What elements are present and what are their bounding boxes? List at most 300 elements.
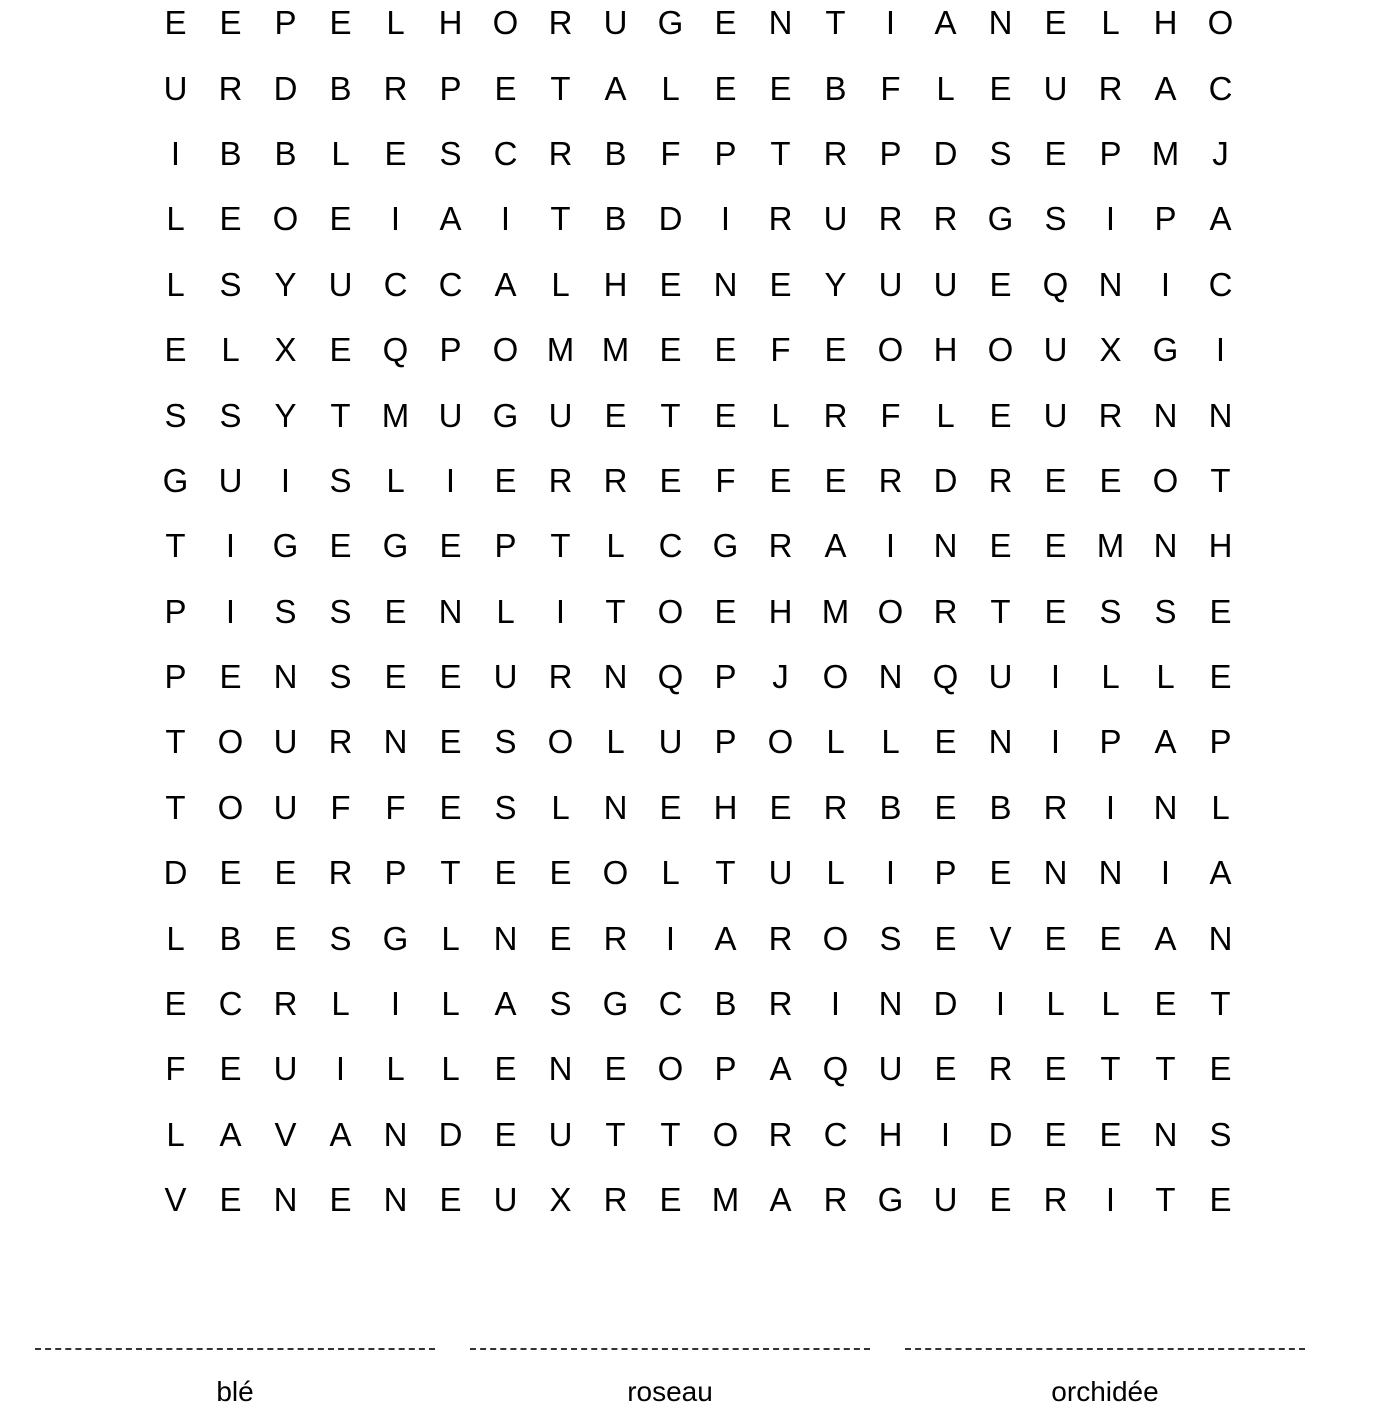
grid-letter: R [823, 788, 848, 826]
grid-letter: L [166, 919, 185, 957]
grid-letter: R [823, 1181, 848, 1219]
grid-letter: U [438, 396, 463, 434]
grid-letter: L [441, 1050, 460, 1088]
grid-letter: L [166, 1115, 185, 1153]
grid-letter: N [878, 658, 903, 696]
grid-letter: S [1044, 200, 1067, 238]
grid-letter: R [768, 985, 793, 1023]
grid-letter: B [604, 200, 627, 238]
grid-letter: U [163, 69, 188, 107]
grid-letter: L [826, 854, 845, 892]
grid-letter: E [384, 134, 407, 172]
grid-row [148, 579, 1248, 644]
grid-letter: U [1043, 69, 1068, 107]
grid-letter: I [1160, 854, 1171, 892]
grid-letter: G [162, 461, 189, 499]
grid-letter: I [390, 985, 401, 1023]
grid-letter: T [330, 396, 351, 434]
grid-letter: L [1046, 985, 1065, 1023]
grid-letter: X [274, 331, 297, 369]
grid-letter: G [712, 527, 739, 565]
grid-letter: E [494, 854, 517, 892]
grid-letter: S [879, 919, 902, 957]
grid-letter: U [548, 1115, 573, 1153]
grid-letter: B [274, 134, 297, 172]
grid-letter: G [657, 4, 684, 42]
grid-letter: E [549, 854, 572, 892]
letter-grid [148, 0, 1248, 1232]
grid-letter: E [769, 265, 792, 303]
grid-letter: E [329, 331, 352, 369]
grid-letter: I [170, 134, 181, 172]
grid-letter: E [1044, 461, 1067, 499]
grid-letter: U [933, 265, 958, 303]
grid-letter: N [493, 919, 518, 957]
grid-letter: N [383, 1115, 408, 1153]
grid-letter: Q [382, 331, 409, 369]
grid-letter: U [273, 1050, 298, 1088]
grid-letter: U [988, 658, 1013, 696]
grid-letter: S [329, 592, 352, 630]
grid-letter: L [936, 396, 955, 434]
grid-letter: B [824, 69, 847, 107]
grid-letter: R [823, 134, 848, 172]
grid-letter: N [383, 723, 408, 761]
grid-letter: O [492, 4, 519, 42]
grid-letter: C [823, 1115, 848, 1153]
grid-letter: G [602, 985, 629, 1023]
grid-letter: N [1153, 527, 1178, 565]
grid-letter: E [384, 658, 407, 696]
grid-letter: P [1099, 723, 1122, 761]
grid-letter: E [1044, 134, 1067, 172]
grid-letter: I [830, 985, 841, 1023]
grid-letter: I [1050, 723, 1061, 761]
grid-letter: E [769, 461, 792, 499]
grid-letter: S [329, 658, 352, 696]
grid-letter: L [661, 854, 680, 892]
grid-row [148, 905, 1248, 970]
grid-letter: P [714, 658, 737, 696]
grid-letter: F [715, 461, 736, 499]
grid-letter: S [494, 788, 517, 826]
grid-letter: L [606, 527, 625, 565]
grid-letter: L [1211, 788, 1230, 826]
grid-letter: M [1096, 527, 1125, 565]
grid-letter: A [824, 527, 847, 565]
grid-letter: R [1043, 788, 1068, 826]
grid-letter: I [665, 919, 676, 957]
grid-letter: O [217, 723, 244, 761]
grid-letter: A [934, 4, 957, 42]
grid-letter: V [164, 1181, 187, 1219]
grid-letter: E [934, 919, 957, 957]
grid-letter: T [550, 527, 571, 565]
grid-row [148, 1167, 1248, 1232]
grid-letter: I [225, 527, 236, 565]
grid-letter: S [274, 592, 297, 630]
grid-letter: U [878, 265, 903, 303]
grid-row [148, 317, 1248, 382]
grid-letter: R [603, 919, 628, 957]
grid-letter: E [1209, 592, 1232, 630]
grid-letter: F [385, 788, 406, 826]
grid-letter: S [1154, 592, 1177, 630]
grid-letter: T [1155, 1181, 1176, 1219]
grid-letter: U [603, 4, 628, 42]
grid-letter: I [1105, 200, 1116, 238]
grid-letter: E [1044, 1115, 1067, 1153]
grid-letter: R [878, 461, 903, 499]
grid-letter: P [439, 331, 462, 369]
grid-letter: U [218, 461, 243, 499]
grid-letter: E [604, 396, 627, 434]
grid-letter: C [383, 265, 408, 303]
grid-letter: T [165, 723, 186, 761]
grid-letter: H [438, 4, 463, 42]
grid-letter: T [165, 527, 186, 565]
grid-letter: U [878, 1050, 903, 1088]
grid-letter: P [1154, 200, 1177, 238]
grid-letter: G [382, 527, 409, 565]
grid-letter: S [1099, 592, 1122, 630]
grid-letter: L [496, 592, 515, 630]
grid-letter: L [606, 723, 625, 761]
grid-letter: L [551, 788, 570, 826]
grid-letter: T [1100, 1050, 1121, 1088]
grid-letter: A [1154, 69, 1177, 107]
grid-letter: O [547, 723, 574, 761]
grid-letter: E [989, 265, 1012, 303]
grid-letter: E [714, 69, 737, 107]
grid-letter: F [770, 331, 791, 369]
grid-letter: T [550, 200, 571, 238]
grid-letter: E [1044, 1050, 1067, 1088]
grid-letter: L [1101, 985, 1120, 1023]
grid-letter: E [384, 592, 407, 630]
grid-letter: T [1155, 1050, 1176, 1088]
grid-letter: E [494, 69, 517, 107]
grid-letter: A [1209, 854, 1232, 892]
grid-letter: S [1209, 1115, 1232, 1153]
grid-letter: R [1098, 69, 1123, 107]
grid-letter: O [877, 592, 904, 630]
grid-letter: D [988, 1115, 1013, 1153]
grid-letter: E [714, 592, 737, 630]
grid-letter: Q [932, 658, 959, 696]
grid-letter: A [494, 985, 517, 1023]
grid-letter: R [933, 200, 958, 238]
grid-letter: U [493, 1181, 518, 1219]
grid-letter: R [548, 134, 573, 172]
grid-letter: J [1212, 134, 1229, 172]
grid-letter: U [493, 658, 518, 696]
grid-letter: E [714, 331, 737, 369]
grid-letter: O [492, 331, 519, 369]
grid-letter: N [273, 658, 298, 696]
grid-letter: A [494, 265, 517, 303]
grid-letter: S [329, 461, 352, 499]
grid-letter: R [768, 527, 793, 565]
grid-letter: R [823, 396, 848, 434]
grid-letter: E [274, 919, 297, 957]
grid-letter: L [441, 985, 460, 1023]
grid-letter: E [219, 1050, 242, 1088]
grid-letter: E [824, 461, 847, 499]
grid-letter: G [492, 396, 519, 434]
grid-letter: C [438, 265, 463, 303]
grid-letter: D [273, 69, 298, 107]
grid-letter: O [822, 658, 849, 696]
grid-letter: L [661, 69, 680, 107]
word-slot [470, 1330, 870, 1406]
grid-letter: A [769, 1181, 792, 1219]
grid-letter: M [381, 396, 410, 434]
grid-row [148, 382, 1248, 447]
grid-letter: E [329, 527, 352, 565]
grid-letter: E [1099, 919, 1122, 957]
grid-row [148, 971, 1248, 1036]
grid-letter: N [438, 592, 463, 630]
grid-letter: F [880, 69, 901, 107]
word-slot [35, 1330, 435, 1406]
grid-letter: L [386, 461, 405, 499]
grid-letter: E [659, 331, 682, 369]
grid-row [148, 0, 1248, 55]
grid-letter: D [933, 985, 958, 1023]
grid-letter: R [988, 1050, 1013, 1088]
grid-letter: E [439, 723, 462, 761]
grid-letter: A [1154, 723, 1177, 761]
grid-letter: A [1209, 200, 1232, 238]
grid-letter: E [659, 461, 682, 499]
grid-letter: E [989, 396, 1012, 434]
grid-letter: R [603, 461, 628, 499]
grid-letter: I [390, 200, 401, 238]
grid-letter: T [770, 134, 791, 172]
grid-letter: H [1153, 4, 1178, 42]
grid-letter: H [713, 788, 738, 826]
grid-letter: R [1043, 1181, 1068, 1219]
grid-row [148, 709, 1248, 774]
grid-letter: E [714, 396, 737, 434]
grid-letter: V [989, 919, 1012, 957]
grid-letter: I [885, 4, 896, 42]
grid-letter: R [768, 919, 793, 957]
grid-letter: E [274, 854, 297, 892]
grid-letter: S [989, 134, 1012, 172]
grid-letter: E [824, 331, 847, 369]
grid-letter: M [601, 331, 630, 369]
grid-letter: T [550, 69, 571, 107]
grid-letter: E [989, 854, 1012, 892]
grid-letter: N [548, 1050, 573, 1088]
grid-letter: O [657, 592, 684, 630]
grid-letter: U [658, 723, 683, 761]
grid-letter: E [604, 1050, 627, 1088]
grid-letter: T [605, 592, 626, 630]
grid-letter: F [880, 396, 901, 434]
grid-letter: E [439, 1181, 462, 1219]
grid-letter: T [165, 788, 186, 826]
grid-letter: J [772, 658, 789, 696]
grid-row [148, 775, 1248, 840]
grid-letter: O [1152, 461, 1179, 499]
grid-letter: E [659, 265, 682, 303]
grid-letter: L [936, 69, 955, 107]
grid-letter: R [878, 200, 903, 238]
grid-letter: T [1210, 461, 1231, 499]
grid-letter: Y [824, 265, 847, 303]
grid-letter: C [1208, 265, 1233, 303]
dashed-divider [905, 1348, 1305, 1350]
grid-letter: M [1151, 134, 1180, 172]
grid-letter: U [1043, 331, 1068, 369]
grid-letter: E [769, 69, 792, 107]
grid-letter: P [164, 658, 187, 696]
grid-letter: B [879, 788, 902, 826]
grid-letter: Q [657, 658, 684, 696]
grid-letter: R [768, 1115, 793, 1153]
grid-letter: T [990, 592, 1011, 630]
grid-letter: H [1208, 527, 1233, 565]
grid-letter: E [164, 331, 187, 369]
grid-letter: F [660, 134, 681, 172]
grid-letter: P [384, 854, 407, 892]
grid-letter: E [989, 527, 1012, 565]
grid-letter: R [548, 658, 573, 696]
grid-letter: R [1098, 396, 1123, 434]
grid-letter: U [328, 265, 353, 303]
grid-letter: I [995, 985, 1006, 1023]
grid-letter: C [493, 134, 518, 172]
grid-letter: U [548, 396, 573, 434]
grid-letter: O [217, 788, 244, 826]
grid-letter: O [877, 331, 904, 369]
grid-row [148, 1102, 1248, 1167]
grid-letter: P [494, 527, 517, 565]
grid-letter: E [1044, 592, 1067, 630]
grid-letter: M [821, 592, 850, 630]
grid-letter: V [274, 1115, 297, 1153]
grid-letter: T [825, 4, 846, 42]
grid-letter: P [1209, 723, 1232, 761]
grid-letter: G [1152, 331, 1179, 369]
grid-letter: N [1153, 788, 1178, 826]
grid-letter: Q [1042, 265, 1069, 303]
grid-letter: L [551, 265, 570, 303]
grid-letter: E [164, 4, 187, 42]
grid-row [148, 513, 1248, 578]
grid-letter: L [166, 265, 185, 303]
grid-letter: U [273, 788, 298, 826]
grid-letter: P [714, 1050, 737, 1088]
grid-letter: L [386, 1050, 405, 1088]
grid-letter: N [273, 1181, 298, 1219]
grid-letter: B [219, 134, 242, 172]
grid-letter: E [1154, 985, 1177, 1023]
grid-letter: N [1153, 396, 1178, 434]
dashed-divider [470, 1348, 870, 1350]
grid-letter: T [660, 396, 681, 434]
grid-letter: P [1099, 134, 1122, 172]
grid-letter: D [658, 200, 683, 238]
grid-row [148, 840, 1248, 905]
grid-letter: I [555, 592, 566, 630]
grid-letter: N [988, 4, 1013, 42]
grid-letter: L [826, 723, 845, 761]
grid-letter: D [438, 1115, 463, 1153]
grid-letter: P [439, 69, 462, 107]
grid-letter: I [280, 461, 291, 499]
grid-letter: R [328, 723, 353, 761]
grid-letter: T [715, 854, 736, 892]
grid-letter: E [219, 854, 242, 892]
grid-letter: A [769, 1050, 792, 1088]
grid-letter: B [714, 985, 737, 1023]
grid-letter: B [219, 919, 242, 957]
grid-letter: L [386, 4, 405, 42]
grid-letter: O [657, 1050, 684, 1088]
grid-letter: B [329, 69, 352, 107]
grid-letter: I [1105, 788, 1116, 826]
grid-letter: A [1154, 919, 1177, 957]
grid-letter: L [881, 723, 900, 761]
grid-letter: R [988, 461, 1013, 499]
grid-letter: C [658, 527, 683, 565]
grid-letter: E [329, 1181, 352, 1219]
grid-letter: S [494, 723, 517, 761]
grid-letter: P [274, 4, 297, 42]
grid-letter: X [1099, 331, 1122, 369]
grid-letter: E [219, 200, 242, 238]
grid-letter: A [714, 919, 737, 957]
grid-row [148, 448, 1248, 513]
grid-letter: N [768, 4, 793, 42]
grid-letter: N [988, 723, 1013, 761]
grid-letter: R [603, 1181, 628, 1219]
word-label: blé [216, 1376, 254, 1407]
grid-letter: I [940, 1115, 951, 1153]
grid-letter: D [163, 854, 188, 892]
grid-letter: F [330, 788, 351, 826]
grid-letter: T [660, 1115, 681, 1153]
grid-letter: R [548, 461, 573, 499]
grid-letter: E [439, 527, 462, 565]
grid-letter: O [987, 331, 1014, 369]
grid-letter: T [605, 1115, 626, 1153]
grid-letter: N [1043, 854, 1068, 892]
grid-letter: U [273, 723, 298, 761]
grid-letter: U [1043, 396, 1068, 434]
grid-letter: L [331, 134, 350, 172]
grid-letter: E [989, 1181, 1012, 1219]
grid-letter: E [1209, 658, 1232, 696]
grid-letter: N [1208, 396, 1233, 434]
grid-row [148, 55, 1248, 120]
grid-letter: S [219, 396, 242, 434]
grid-letter: O [712, 1115, 739, 1153]
grid-letter: U [768, 854, 793, 892]
grid-letter: C [658, 985, 683, 1023]
grid-letter: S [164, 396, 187, 434]
grid-letter: N [878, 985, 903, 1023]
grid-letter: I [445, 461, 456, 499]
grid-letter: N [603, 788, 628, 826]
grid-letter: P [714, 134, 737, 172]
grid-letter: E [549, 919, 572, 957]
grid-letter: I [1215, 331, 1226, 369]
